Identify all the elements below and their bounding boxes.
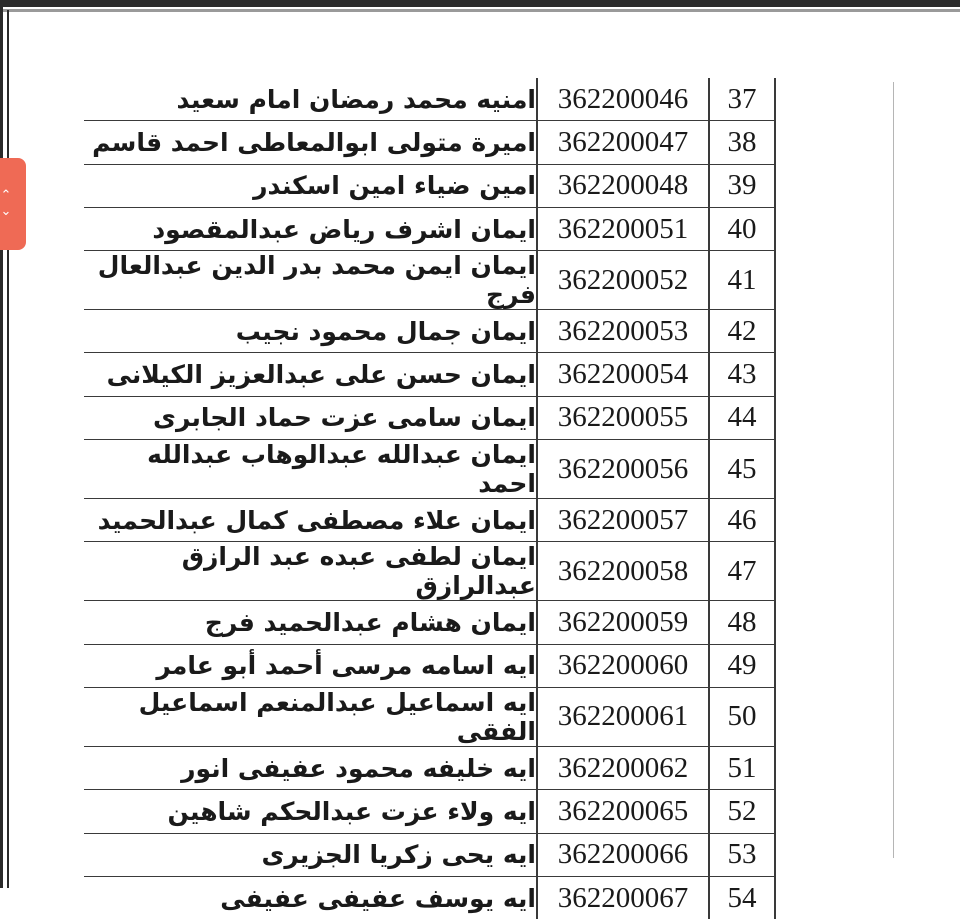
row-number-cell: 44: [709, 396, 775, 439]
row-number-cell: 47: [709, 542, 775, 601]
row-number-cell: 48: [709, 601, 775, 644]
student-id-cell: 362200065: [537, 790, 709, 833]
student-name-cell: ايمان هشام عبدالحميد فرج: [84, 601, 537, 644]
row-number-cell: 52: [709, 790, 775, 833]
row-number-cell: 49: [709, 644, 775, 687]
table-row: [84, 644, 775, 687]
student-id-cell: 362200056: [537, 440, 709, 499]
row-number-cell: 54: [709, 876, 775, 919]
student-id-cell: 362200067: [537, 876, 709, 919]
table-row: [84, 499, 775, 542]
student-name-cell: ايه يحى زكريا الجزيرى: [84, 833, 537, 876]
student-name-cell: ايمان اشرف رياض عبدالمقصود: [84, 207, 537, 250]
student-name-cell: ايمان لطفى عبده عبد الرازق عبدالرازق: [84, 542, 537, 601]
table-row: [84, 121, 775, 164]
row-number-cell: 45: [709, 440, 775, 499]
student-name-cell: ايمان ايمن محمد بدر الدين عبدالعال فرج: [84, 251, 537, 310]
student-id-cell: 362200053: [537, 310, 709, 353]
row-number-cell: 40: [709, 207, 775, 250]
student-name-cell: ايه يوسف عفيفى عفيفى: [220, 883, 536, 913]
student-name-cell: ايه اسماعيل عبدالمنعم اسماعيل الفقى: [84, 687, 537, 746]
table-row: [84, 207, 775, 250]
table-row: [84, 746, 775, 789]
row-number-cell: 51: [709, 746, 775, 789]
table-row: [84, 790, 775, 833]
student-id-cell: 362200051: [537, 207, 709, 250]
table-row: [84, 687, 775, 746]
window-top-border: [0, 0, 960, 7]
table-row: [84, 876, 775, 919]
chevron-up-icon[interactable]: ⌃: [0, 188, 12, 203]
side-scroll-tab[interactable]: [0, 158, 26, 250]
student-name-cell: ايمان عبدالله عبدالوهاب عبدالله احمد: [84, 440, 537, 499]
table-row: [84, 251, 775, 310]
table-row: [84, 78, 775, 121]
student-id-cell: 362200059: [537, 601, 709, 644]
student-list-body: [84, 78, 775, 919]
student-id-cell: 362200055: [537, 396, 709, 439]
row-number-cell: 39: [709, 164, 775, 207]
student-id-cell: 362200054: [537, 353, 709, 396]
row-number-cell: 41: [709, 251, 775, 310]
student-id-cell: 362200060: [537, 644, 709, 687]
table-row: [84, 601, 775, 644]
student-id-cell: 362200066: [537, 833, 709, 876]
row-number-cell: 53: [709, 833, 775, 876]
row-number-cell: 43: [709, 353, 775, 396]
student-id-cell: 362200057: [537, 499, 709, 542]
row-number-cell: 38: [709, 121, 775, 164]
page-left-border: [7, 10, 9, 888]
table-row: [84, 310, 775, 353]
table-row: [84, 440, 775, 499]
table-row: [84, 164, 775, 207]
table-row: [84, 542, 775, 601]
row-number-cell: 42: [709, 310, 775, 353]
student-id-cell: 362200061: [537, 687, 709, 746]
student-id-cell: 362200058: [537, 542, 709, 601]
student-list-table: [84, 78, 776, 919]
row-number-cell: 50: [709, 687, 775, 746]
window-left-border: [0, 0, 3, 888]
student-name-cell: امين ضياء امين اسكندر: [84, 164, 537, 207]
student-name-cell: اميرة متولى ابوالمعاطى احمد قاسم: [84, 121, 537, 164]
table-row: [84, 396, 775, 439]
table-row: [84, 833, 775, 876]
student-id-cell: 362200048: [537, 164, 709, 207]
row-number-cell: 37: [709, 78, 775, 121]
student-name-cell: ايه خليفه محمود عفيفى انور: [84, 746, 537, 789]
student-name-cell: ايمان سامى عزت حماد الجابرى: [84, 396, 537, 439]
row-number-cell: 46: [709, 499, 775, 542]
page-right-rule: [893, 82, 894, 858]
student-name-cell: ايه ولاء عزت عبدالحكم شاهين: [84, 790, 537, 833]
student-id-cell: 362200062: [537, 746, 709, 789]
student-name-cell: ايه اسامه مرسى أحمد أبو عامر: [84, 644, 537, 687]
student-name-cell: ايمان علاء مصطفى كمال عبدالحميد: [84, 499, 537, 542]
student-name-cell: امنيه محمد رمضان امام سعيد: [84, 78, 537, 121]
student-id-cell: 362200052: [537, 251, 709, 310]
student-id-cell: 362200047: [537, 121, 709, 164]
student-name-cell: ايمان جمال محمود نجيب: [84, 310, 537, 353]
chevron-down-icon[interactable]: ⌄: [0, 204, 12, 219]
student-id-cell: 362200046: [537, 78, 709, 121]
table-row: [84, 353, 775, 396]
student-name-cell: ايمان حسن على عبدالعزيز الكيلانى: [84, 353, 537, 396]
